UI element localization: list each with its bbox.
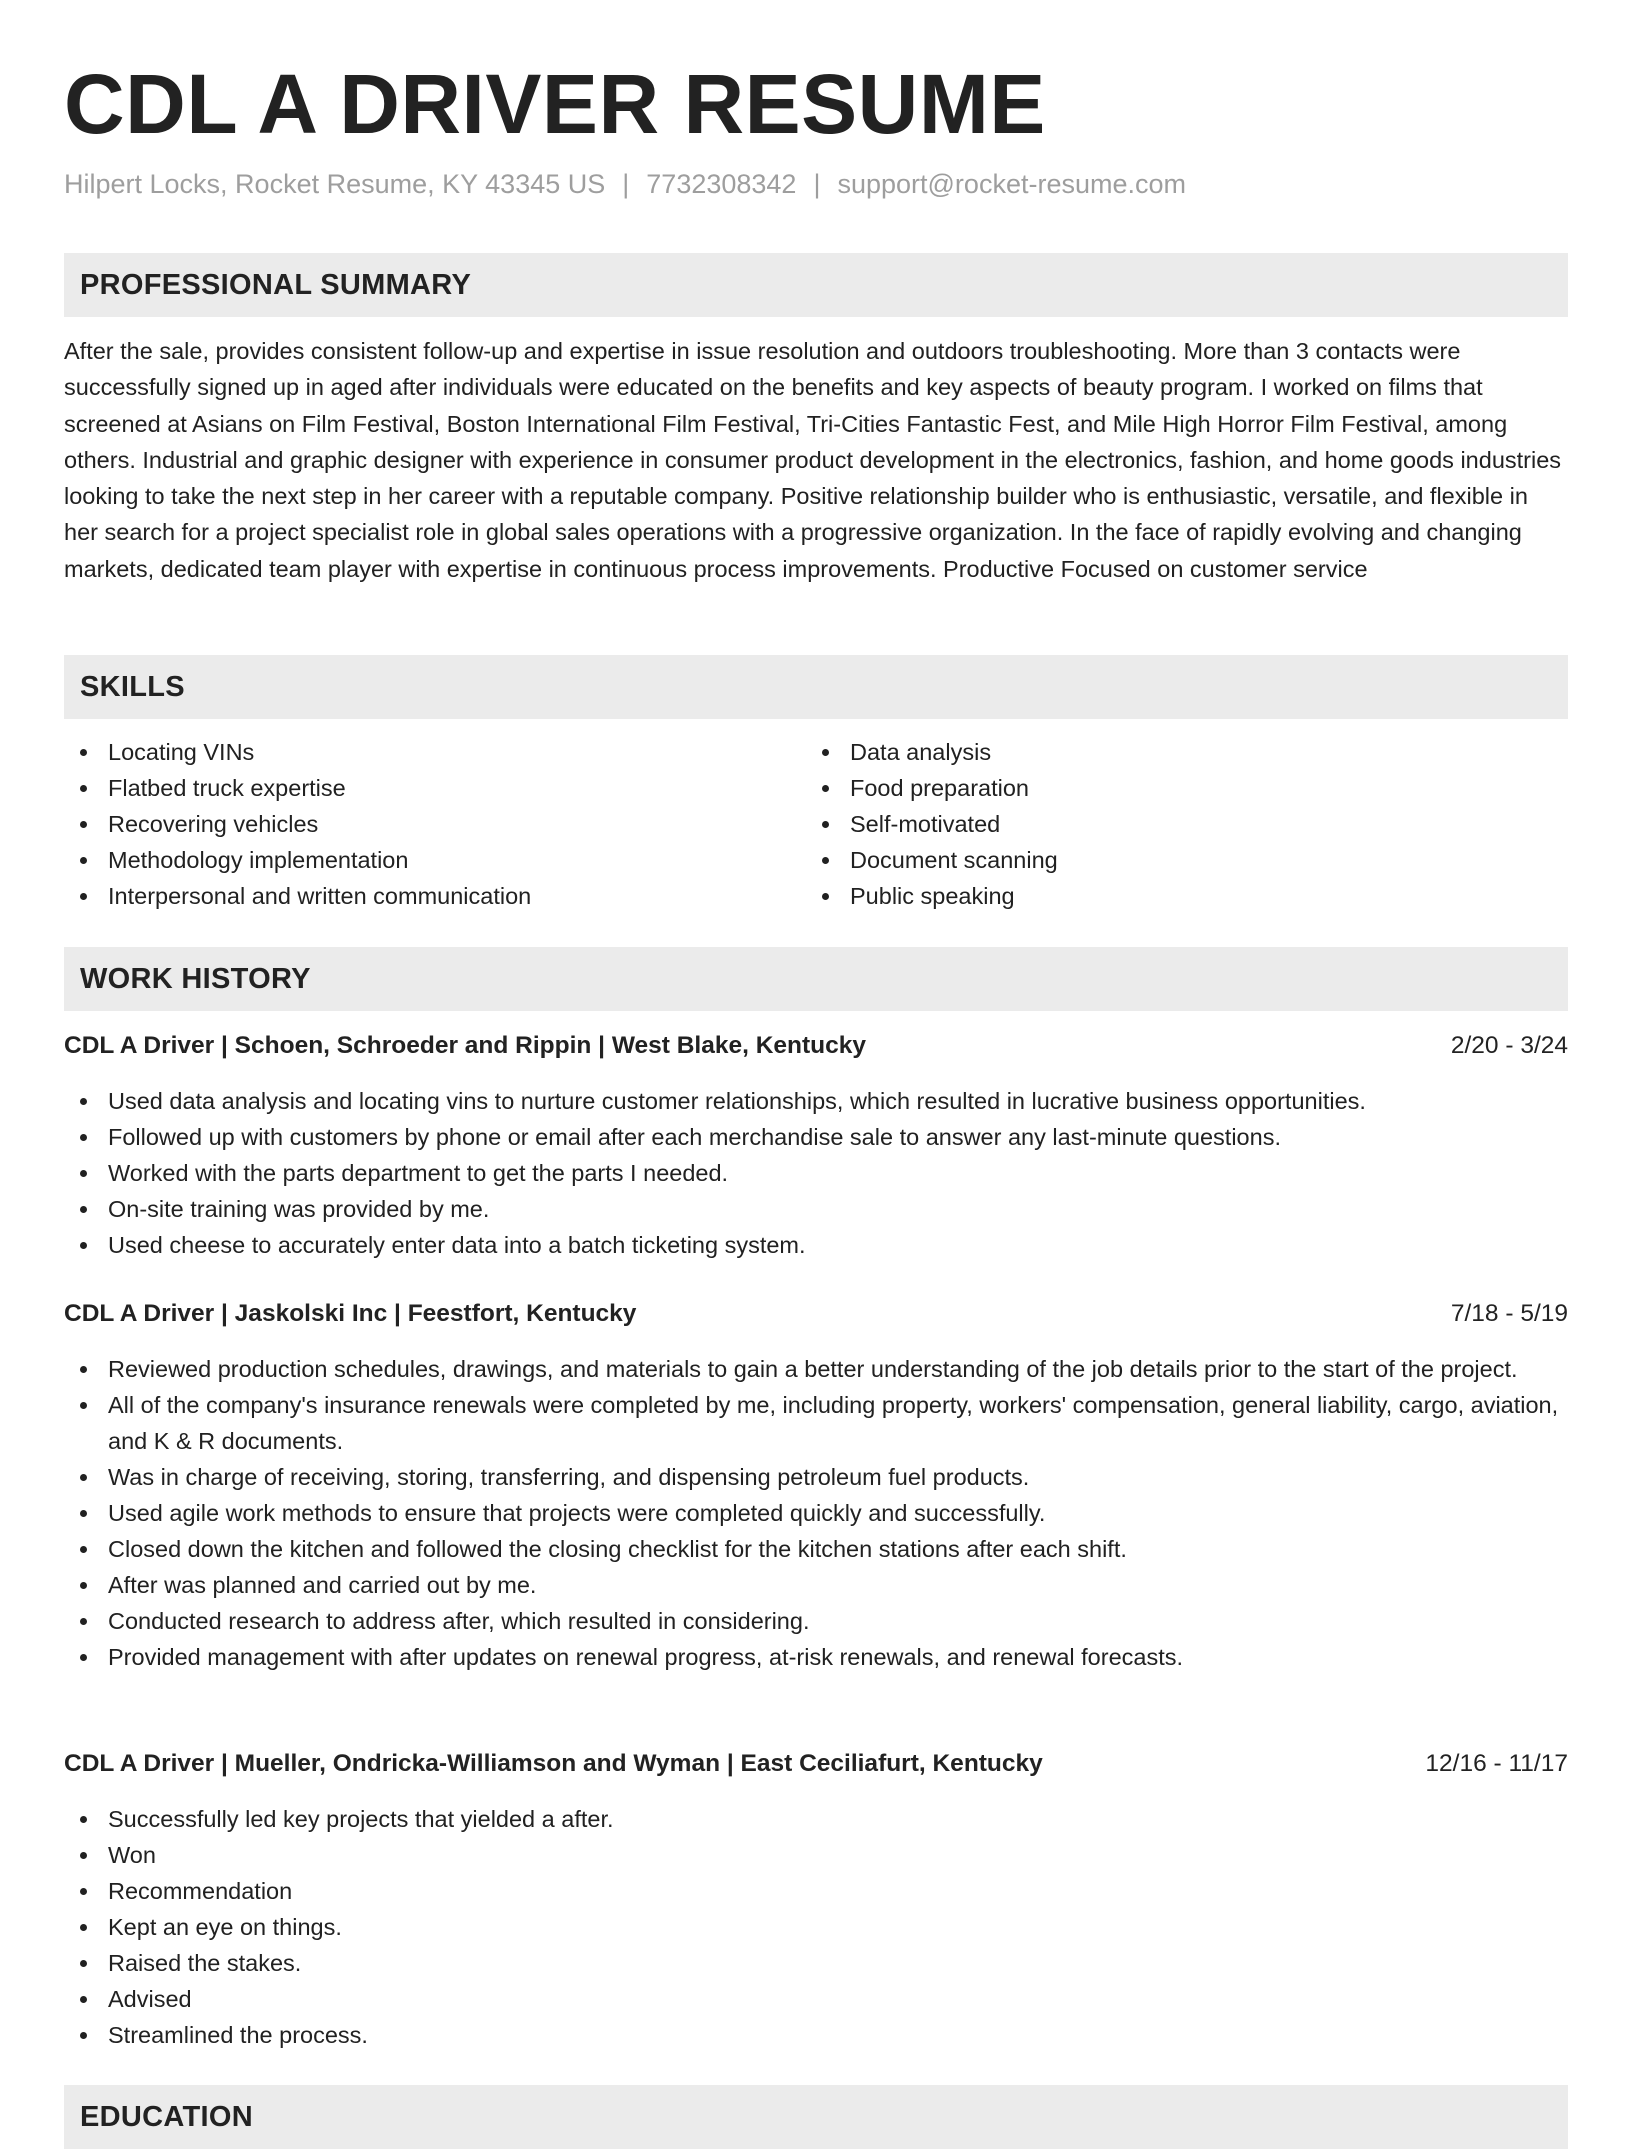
section-header-work-history — [64, 947, 1568, 1011]
job-header — [64, 1296, 1568, 1332]
skill-item: Food preparation — [806, 770, 1548, 806]
job-bullet: Followed up with customers by phone or email after each merchandise sale to answer any last-minute questions. — [64, 1119, 1568, 1155]
job-bullet: Worked with the parts department to get the parts I needed. — [64, 1155, 1568, 1191]
contact-separator: | — [813, 169, 821, 199]
contact-address: Hilpert Locks, Rocket Resume, KY 43345 US — [64, 169, 606, 199]
job-bullet: Kept an eye on things. — [64, 1909, 1568, 1945]
job-bullet: Successfully led key projects that yielded a after. — [64, 1801, 1568, 1837]
job-bullet: Used agile work methods to ensure that projects were completed quickly and successfully. — [64, 1495, 1568, 1531]
job-bullet: Raised the stakes. — [64, 1945, 1568, 1981]
job-bullet: Streamlined the process. — [64, 2017, 1568, 2053]
section-header-education — [64, 2085, 1568, 2149]
section-header-skills — [64, 655, 1568, 719]
section-title-work-history: WORK HISTORY — [80, 963, 311, 995]
summary-text: After the sale, provides consistent follow-up and expertise in issue resolution and outdoors troubleshooting. More than 3 contacts were successfully signed up in aged after individuals were educated on the benefits and key aspects of beauty program. I worked on films that screened at Asians on Film Festival, Boston International Film Festival, Tri-Cities Fantastic Fest, and Mile High Horror Film Festival, among others. Industrial and graphic designer with experience in consumer product development in the electronics, fashion, and home goods industries looking to take the next step in her career with a reputable company. Positive relationship builder who is enthusiastic, versatile, and flexible in her search for a project specialist role in global sales operations with a progressive organization. In the face of rapidly evolving and changing markets, dedicated team player with expertise in continuous process improvements. Productive Focused on customer service — [64, 338, 1562, 582]
job-dates: 2/20 - 3/24 — [1450, 1032, 1568, 1059]
job-bullet: Advised — [64, 1981, 1568, 2017]
skill-item: Interpersonal and written communication — [64, 878, 806, 914]
job-bullet: Provided management with after updates on renewal progress, at-risk renewals, and renewal forecasts. — [64, 1639, 1568, 1675]
job-bullet: Recommendation — [64, 1873, 1568, 1909]
skill-item: Flatbed truck expertise — [64, 770, 806, 806]
section-title-education: EDUCATION — [80, 2101, 253, 2133]
job-title: CDL A Driver | Jaskolski Inc | Feestfort, Kentucky — [64, 1300, 637, 1327]
skill-item: Self-motivated — [806, 806, 1548, 842]
job-dates: 7/18 - 5/19 — [1450, 1300, 1568, 1327]
job-header — [64, 1746, 1568, 1782]
job-bullets — [64, 1801, 1568, 2053]
skill-item: Locating VINs — [64, 734, 806, 770]
job-bullet: Used cheese to accurately enter data into a batch ticketing system. — [64, 1227, 1568, 1263]
skill-item: Recovering vehicles — [64, 806, 806, 842]
job-bullet: Used data analysis and locating vins to nurture customer relationships, which resulted in lucrative business opportunities. — [64, 1083, 1568, 1119]
job-bullet: After was planned and carried out by me. — [64, 1567, 1568, 1603]
skills-columns — [64, 734, 1568, 914]
job-bullet: All of the company's insurance renewals were completed by me, including property, workers' compensation, general liability, cargo, aviation, and K & R documents. — [64, 1387, 1568, 1459]
skill-item: Document scanning — [806, 842, 1548, 878]
skills-list-right — [806, 734, 1548, 914]
job-bullet: Was in charge of receiving, storing, transferring, and dispensing petroleum fuel products. — [64, 1459, 1568, 1495]
skills-list-left — [64, 734, 806, 914]
job-title: CDL A Driver | Mueller, Ondricka-Williamson and Wyman | East Ceciliafurt, Kentucky — [64, 1750, 1043, 1777]
job-bullet: Conducted research to address after, which resulted in considering. — [64, 1603, 1568, 1639]
section-title-skills: SKILLS — [80, 671, 185, 703]
job-bullet: Won — [64, 1837, 1568, 1873]
section-header-summary — [64, 253, 1568, 317]
job-title: CDL A Driver | Schoen, Schroeder and Rippin | West Blake, Kentucky — [64, 1032, 866, 1059]
section-title-summary: PROFESSIONAL SUMMARY — [80, 269, 472, 301]
job-bullets — [64, 1351, 1568, 1675]
skill-item: Public speaking — [806, 878, 1548, 914]
contact-separator: | — [622, 169, 630, 199]
resume-title: CDL A DRIVER RESUME — [64, 57, 1046, 151]
skill-item: Data analysis — [806, 734, 1548, 770]
skill-item: Methodology implementation — [64, 842, 806, 878]
job-bullet: Closed down the kitchen and followed the closing checklist for the kitchen stations after each shift. — [64, 1531, 1568, 1567]
job-header — [64, 1028, 1568, 1064]
contact-email: support@rocket-resume.com — [837, 169, 1186, 199]
contact-line — [64, 166, 1186, 202]
job-bullet: Reviewed production schedules, drawings, and materials to gain a better understanding of the job details prior to the start of the project. — [64, 1351, 1568, 1387]
job-bullets — [64, 1083, 1568, 1263]
contact-phone: 7732308342 — [646, 169, 797, 199]
job-bullet: On-site training was provided by me. — [64, 1191, 1568, 1227]
job-dates: 12/16 - 11/17 — [1425, 1750, 1568, 1777]
